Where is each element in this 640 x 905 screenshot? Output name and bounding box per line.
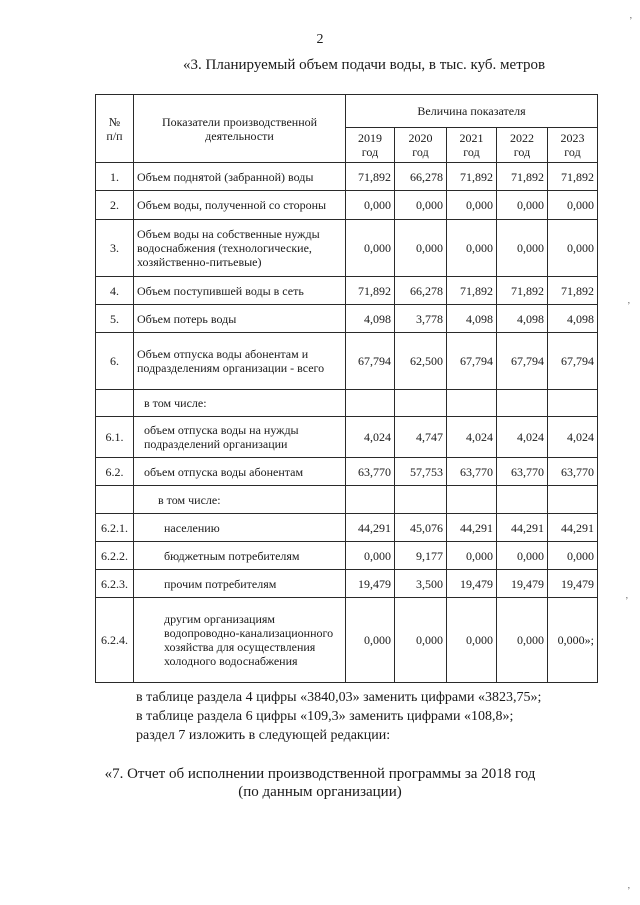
row-value: 0,000 [548,220,598,277]
row-value: 71,892 [346,277,395,305]
table-row [96,191,598,220]
row-value: 0,000 [346,598,395,683]
year-label: 2021 [459,131,484,145]
table-row [96,277,598,305]
row-value: 71,892 [497,277,548,305]
row-value [395,390,447,417]
scan-mark: , [625,590,628,600]
row-value: 67,794 [346,333,395,390]
row-value: 0,000 [497,542,548,570]
row-label: другим организациям водопроводно-канализационного хозяйства для осуществления холодного водоснабжения [134,598,346,683]
row-value: 44,291 [447,514,497,542]
row-number [96,486,134,514]
row-label: Объем потерь воды [134,305,346,333]
section7-heading [0,765,640,801]
scan-mark: , [627,880,630,890]
row-value [395,486,447,514]
row-value: 0,000 [346,191,395,220]
row-label: объем отпуска воды абонентам [134,458,346,486]
row-value: 67,794 [548,333,598,390]
row-number [96,390,134,417]
section-title: «3. Планируемый объем подачи воды, в тыс. куб. метров [183,57,546,73]
row-value: 0,000 [395,598,447,683]
row-value: 63,770 [548,458,598,486]
column-header-value-group: Величина показателя [346,95,598,128]
column-header-year [395,128,447,163]
column-header-number-label: № п/п [106,114,123,143]
row-value: 66,278 [395,163,447,191]
row-value: 0,000 [346,220,395,277]
row-label: объем отпуска воды на нужды подразделений организации [134,417,346,458]
row-value: 0,000 [447,220,497,277]
row-value: 19,479 [497,570,548,598]
table-row [96,390,598,417]
row-value: 4,024 [548,417,598,458]
column-header-year [497,128,548,163]
row-value: 9,177 [395,542,447,570]
row-value: 44,291 [548,514,598,542]
row-label: бюджетным потребителям [134,542,346,570]
row-number: 4. [96,277,134,305]
row-value: 0,000 [497,191,548,220]
row-value: 71,892 [447,163,497,191]
amendment-line: в таблице раздела 4 цифры «3840,03» заменить цифрами «3823,75»; [136,690,542,705]
column-header-year [548,128,598,163]
row-value: 0,000 [548,542,598,570]
row-value: 63,770 [447,458,497,486]
section7-subtitle: (по данным организации) [238,784,402,800]
row-value: 67,794 [447,333,497,390]
table-row [96,305,598,333]
row-value: 3,778 [395,305,447,333]
row-label: населению [134,514,346,542]
year-label: 2020 [408,131,433,145]
table-row [96,486,598,514]
column-header-indicator-label: Показатели производственной деятельности [161,114,318,143]
row-label: прочим потребителям [134,570,346,598]
row-value: 4,098 [346,305,395,333]
column-header-number [96,95,134,163]
row-value: 4,024 [447,417,497,458]
row-number: 6.1. [96,417,134,458]
table-row [96,542,598,570]
page-number: 2 [316,32,324,47]
row-number: 3. [96,220,134,277]
row-label: Объем поднятой (забранной) воды [134,163,346,191]
row-value: 0,000 [346,542,395,570]
row-value [497,486,548,514]
scan-mark: , [629,10,632,20]
row-number: 6.2.2. [96,542,134,570]
row-value: 71,892 [497,163,548,191]
row-value: 44,291 [497,514,548,542]
row-value: 0,000 [447,598,497,683]
table-row [96,570,598,598]
row-value: 4,024 [346,417,395,458]
row-label: в том числе: [134,390,346,417]
row-value: 19,479 [548,570,598,598]
amendment-line: раздел 7 изложить в следующей редакции: [136,728,391,743]
row-value [346,390,395,417]
year-unit: год [513,145,531,159]
row-value [447,390,497,417]
row-value: 4,024 [497,417,548,458]
row-label: Объем отпуска воды абонентам и подразделениям организации - всего [134,333,346,390]
column-header-year [447,128,497,163]
row-value: 66,278 [395,277,447,305]
year-unit: год [361,145,379,159]
row-value [548,390,598,417]
table-row [96,163,598,191]
row-value: 0,000 [395,191,447,220]
column-header-year [346,128,395,163]
row-value: 0,000»; [548,598,598,683]
row-value [346,486,395,514]
amendments-text [136,688,541,745]
row-value: 3,500 [395,570,447,598]
row-value: 0,000 [395,220,447,277]
row-value [548,486,598,514]
row-value: 0,000 [497,598,548,683]
row-value: 71,892 [447,277,497,305]
year-label: 2023 [560,131,585,145]
table-row [96,514,598,542]
table-row [96,220,598,277]
row-number: 6.2.3. [96,570,134,598]
row-label: Объем поступившей воды в сеть [134,277,346,305]
row-value: 0,000 [447,542,497,570]
row-label: в том числе: [134,486,346,514]
year-unit: год [412,145,429,159]
row-value [497,390,548,417]
row-number: 1. [96,163,134,191]
table-row [96,598,598,683]
row-value: 19,479 [346,570,395,598]
row-value: 44,291 [346,514,395,542]
row-value: 71,892 [548,163,598,191]
amendment-line: в таблице раздела 6 цифры «109,3» заменить цифрами «108,8»; [136,709,514,724]
row-number: 6.2. [96,458,134,486]
row-value: 4,098 [548,305,598,333]
table-row [96,458,598,486]
row-label: Объем воды на собственные нужды водоснабжения (технологические, хозяйственно-питьевые) [134,220,346,277]
table-row [96,333,598,390]
row-number: 6.2.4. [96,598,134,683]
row-value: 67,794 [497,333,548,390]
row-value: 4,098 [497,305,548,333]
row-value: 4,747 [395,417,447,458]
row-value: 0,000 [447,191,497,220]
row-value: 0,000 [548,191,598,220]
row-value: 0,000 [497,220,548,277]
row-value: 57,753 [395,458,447,486]
row-value: 71,892 [548,277,598,305]
table-row [96,417,598,458]
row-value: 62,500 [395,333,447,390]
row-value: 63,770 [497,458,548,486]
row-value [447,486,497,514]
year-label: 2022 [510,131,534,145]
year-unit: год [463,145,480,159]
row-value: 63,770 [346,458,395,486]
row-value: 4,098 [447,305,497,333]
row-value: 45,076 [395,514,447,542]
year-label: 2019 [358,131,382,145]
section7-title: «7. Отчет об исполнении производственной программы за 2018 год [104,766,536,782]
row-number: 6.2.1. [96,514,134,542]
row-value: 71,892 [346,163,395,191]
row-number: 2. [96,191,134,220]
scan-mark: , [627,295,630,305]
year-unit: год [564,145,581,159]
row-number: 6. [96,333,134,390]
column-header-indicator [134,95,346,163]
row-number: 5. [96,305,134,333]
row-label: Объем воды, полученной со стороны [134,191,346,220]
water-supply-table [95,94,598,683]
row-value: 19,479 [447,570,497,598]
